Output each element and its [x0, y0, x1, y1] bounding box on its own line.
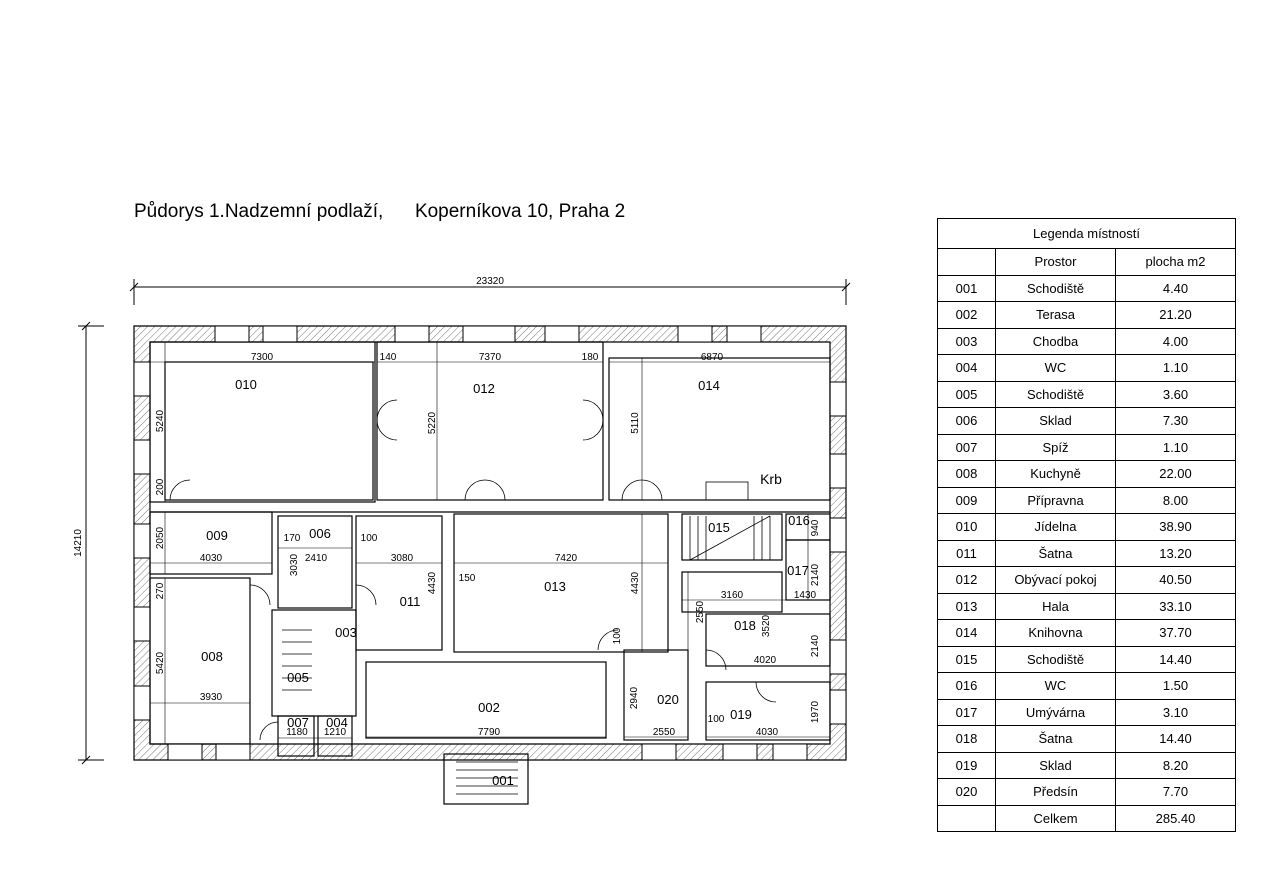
overall-height-label: 14210: [73, 529, 84, 557]
room-014-label: 014: [698, 378, 720, 393]
dim-label: 5420: [155, 651, 166, 675]
room-017-label: 017: [787, 563, 809, 578]
legend-cell-space: Umývárna: [996, 699, 1116, 726]
dim-label: 3520: [761, 614, 772, 638]
dim-label: 2550: [652, 727, 676, 738]
dim-label: 170: [283, 533, 301, 544]
krb-label: Krb: [760, 471, 782, 487]
legend-cell-area: 3.10: [1116, 699, 1236, 726]
legend-cell-number: 005: [938, 381, 996, 408]
dim-label: 3080: [390, 553, 414, 564]
legend-cell-area: 21.20: [1116, 302, 1236, 329]
room-007-label: 007: [287, 715, 309, 730]
room-015-label: 015: [708, 520, 730, 535]
fixtures: [170, 400, 776, 740]
legend-cell-area: 14.40: [1116, 646, 1236, 673]
legend-row: [938, 540, 1236, 567]
room-012-label: 012: [473, 381, 495, 396]
legend-row: [938, 381, 1236, 408]
legend-row: [938, 275, 1236, 302]
dim-label: 2140: [810, 563, 821, 587]
dim-label: 100: [707, 714, 725, 725]
room-004-label: 004: [326, 715, 348, 730]
legend-row: [938, 487, 1236, 514]
dim-label: 140: [379, 352, 397, 363]
dim-label: 2050: [155, 526, 166, 550]
legend-header-row: [938, 249, 1236, 276]
legend-cell-number: 018: [938, 726, 996, 753]
dim-label: 1210: [323, 727, 347, 738]
dim-label: 2940: [629, 686, 640, 710]
room-005-label: 005: [287, 670, 309, 685]
dim-label: 200: [155, 478, 166, 496]
legend-caption: Legenda místností: [938, 219, 1236, 249]
legend-row: [938, 408, 1236, 435]
legend-total-area: 285.40: [1116, 805, 1236, 832]
room-018-label: 018: [734, 618, 756, 633]
legend-row: [938, 302, 1236, 329]
legend-cell-space: Šatna: [996, 726, 1116, 753]
legend-cell-area: 4.40: [1116, 275, 1236, 302]
legend-cell-area: 1.10: [1116, 355, 1236, 382]
legend-cell-space: WC: [996, 355, 1116, 382]
legend-cell-space: Knihovna: [996, 620, 1116, 647]
legend-cell-area: 33.10: [1116, 593, 1236, 620]
legend-cell-area: 8.00: [1116, 487, 1236, 514]
legend-cell-area: 14.40: [1116, 726, 1236, 753]
legend-cell-number: 015: [938, 646, 996, 673]
dim-label: 5240: [155, 409, 166, 433]
dim-label: 270: [155, 582, 166, 600]
legend-row: [938, 726, 1236, 753]
legend-cell-number: 002: [938, 302, 996, 329]
dim-label: 5220: [427, 411, 438, 435]
room-legend-table: [937, 218, 1236, 832]
dim-label: 150: [458, 573, 476, 584]
legend-cell-space: Předsín: [996, 779, 1116, 806]
room-008-label: 008: [201, 649, 223, 664]
legend-cell-space: Kuchyně: [996, 461, 1116, 488]
legend-cell-number: 006: [938, 408, 996, 435]
legend-cell-space: WC: [996, 673, 1116, 700]
dim-label: 940: [810, 519, 821, 537]
dim-label: 7420: [554, 553, 578, 564]
legend-row: [938, 355, 1236, 382]
room-011-label: 011: [399, 594, 421, 609]
legend-cell-space: Sklad: [996, 408, 1116, 435]
dim-label: 3030: [289, 553, 300, 577]
legend-cell-space: Hala: [996, 593, 1116, 620]
legend-row: [938, 620, 1236, 647]
legend-cell-area: 1.50: [1116, 673, 1236, 700]
legend-cell-area: 22.00: [1116, 461, 1236, 488]
legend-cell-space: Schodiště: [996, 275, 1116, 302]
legend-row: [938, 779, 1236, 806]
legend-cell-number: 009: [938, 487, 996, 514]
legend-row: [938, 514, 1236, 541]
overall-dimensions: [78, 279, 850, 764]
legend-cell-number: 008: [938, 461, 996, 488]
dim-label: 6870: [700, 352, 724, 363]
room-002-label: 002: [478, 700, 500, 715]
dim-label: 4020: [753, 655, 777, 666]
legend-cell-number: 004: [938, 355, 996, 382]
legend-cell-area: 40.50: [1116, 567, 1236, 594]
room-003-label: 003: [335, 625, 357, 640]
legend-cell-area: 38.90: [1116, 514, 1236, 541]
dim-label: 4030: [199, 553, 223, 564]
room-009-label: 009: [206, 528, 228, 543]
legend-cell-number: 017: [938, 699, 996, 726]
legend-cell-number: 020: [938, 779, 996, 806]
legend-cell-number: 003: [938, 328, 996, 355]
legend-cell-area: 7.70: [1116, 779, 1236, 806]
dim-label: 4430: [630, 571, 641, 595]
legend-cell-area: 13.20: [1116, 540, 1236, 567]
legend-row: [938, 673, 1236, 700]
legend-cell-space: Šatna: [996, 540, 1116, 567]
legend-row: [938, 461, 1236, 488]
dim-label: 100: [612, 627, 623, 645]
legend-cell-area: 3.60: [1116, 381, 1236, 408]
room-013-label: 013: [544, 579, 566, 594]
legend-cell-space: Spíž: [996, 434, 1116, 461]
title-right: Koperníkova 10, Praha 2: [414, 201, 626, 222]
room-010-label: 010: [235, 377, 257, 392]
legend-cell-number: 010: [938, 514, 996, 541]
legend-row: [938, 646, 1236, 673]
room-006-label: 006: [309, 526, 331, 541]
legend-cell-space: Jídelna: [996, 514, 1116, 541]
overall-width-label: 23320: [476, 276, 504, 287]
legend-caption-row: [938, 219, 1236, 249]
dim-label: 1180: [286, 727, 308, 738]
legend-cell-area: 8.20: [1116, 752, 1236, 779]
legend-cell-space: Chodba: [996, 328, 1116, 355]
legend-row: [938, 328, 1236, 355]
legend-row: [938, 752, 1236, 779]
title-left: Půdorys 1.Nadzemní podlaží,: [134, 201, 384, 222]
dim-label: 2140: [810, 634, 821, 658]
dim-label: 7790: [477, 727, 501, 738]
dim-label: 7370: [478, 352, 502, 363]
legend-cell-number: 019: [938, 752, 996, 779]
legend-cell-number: 011: [938, 540, 996, 567]
dim-label: 2550: [695, 600, 706, 624]
room-019-label: 019: [730, 707, 752, 722]
dim-label: 4030: [755, 727, 779, 738]
legend-cell-space: Terasa: [996, 302, 1116, 329]
legend-row: [938, 567, 1236, 594]
legend-row: [938, 699, 1236, 726]
dim-label: 1970: [810, 700, 821, 724]
legend-cell-number: 012: [938, 567, 996, 594]
legend-cell-space: Přípravna: [996, 487, 1116, 514]
legend-cell-area: 4.00: [1116, 328, 1236, 355]
dim-label: 5110: [630, 412, 641, 434]
dim-label: 180: [581, 352, 599, 363]
dim-label: 7300: [250, 352, 274, 363]
legend-cell-area: 1.10: [1116, 434, 1236, 461]
dim-label: 2410: [304, 553, 328, 564]
room-001-label: 001: [492, 773, 514, 788]
legend-cell-space: Sklad: [996, 752, 1116, 779]
dim-label: 100: [360, 533, 378, 544]
dim-label: 3160: [720, 590, 744, 601]
room-020-label: 020: [657, 692, 679, 707]
legend-cell-number: 014: [938, 620, 996, 647]
legend-row: [938, 593, 1236, 620]
legend-total-row: [938, 805, 1236, 832]
legend-cell-number: 013: [938, 593, 996, 620]
legend-row: [938, 434, 1236, 461]
legend-cell-space: Schodiště: [996, 381, 1116, 408]
legend-header-space: Prostor: [996, 249, 1116, 276]
legend-total-label: Celkem: [996, 805, 1116, 832]
legend-cell-number: 001: [938, 275, 996, 302]
room-016-label: 016: [788, 513, 810, 528]
legend-cell-number: 007: [938, 434, 996, 461]
legend-cell-number: 016: [938, 673, 996, 700]
dim-label: 4430: [427, 571, 438, 595]
legend-cell-space: Schodiště: [996, 646, 1116, 673]
legend-cell-area: 37.70: [1116, 620, 1236, 647]
legend-header-number: [938, 249, 996, 276]
legend-cell-space: Obývací pokoj: [996, 567, 1116, 594]
legend-total-number: [938, 805, 996, 832]
dim-label: 3930: [199, 692, 223, 703]
dim-label: 1430: [793, 590, 817, 601]
legend-cell-area: 7.30: [1116, 408, 1236, 435]
room-dimension-lines: [150, 342, 830, 744]
legend-header-area: plocha m2: [1116, 249, 1236, 276]
